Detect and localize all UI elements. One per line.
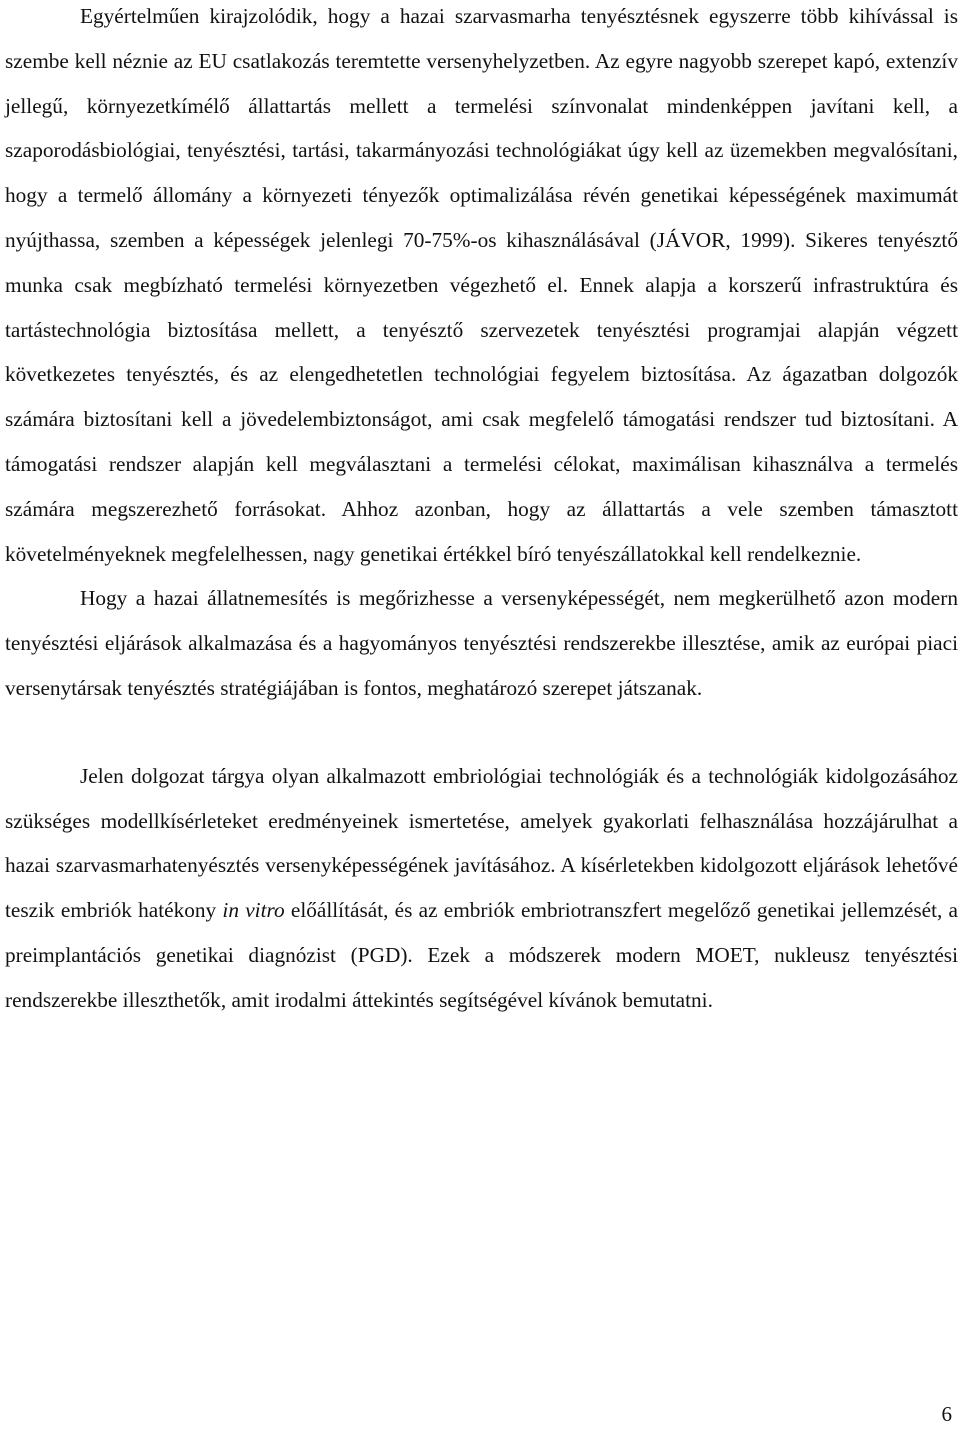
paragraph-text: Hogy a hazai állatnemesítés is megőrizhesse a versenyképességét, nem megkerülhető azon modern tenyésztési eljárások alkalmazása és a hagyományos tenyésztési rendszerekbe illesztése, amik az európai piaci versenytársak tenyésztés stratégiájában is fontos, meghatározó szerepet játszanak. [5, 586, 958, 700]
page-number: 6 [941, 1402, 952, 1426]
italic-term: in vitro [222, 898, 285, 923]
paragraph-eu-challenges [5, 0, 958, 576]
paragraph-modern-breeding [5, 576, 958, 710]
paragraph-text: Jelen dolgozat tárgya olyan alkalmazott embriológiai technológiák és a technológiák kidolgozásához szükséges modellkísérleteket eredményeinek ismertetése, amelyek gyakorlati felhasználása hozzájárulhat a hazai szarvasmarhatenyésztés versenyképességének javításához. A kísérletekben kidolgozott eljárások lehetővé teszik embriók hatékony [5, 763, 958, 923]
paragraph-text: előállítását, és az embriók embriotranszfert megelőző genetikai jellemzését, a preimplantációs genetikai diagnózist (PGD). Ezek a módszerek modern MOET, nukleusz tenyésztési rendszerekbe illeszthetők, amit irodalmi áttekintés segítségével kívánok bemutatni. [5, 898, 959, 1012]
paragraph-thesis-aim [5, 754, 958, 1023]
paragraph-text: Egyértelműen kirajzolódik, hogy a hazai szarvasmarha tenyésztésnek egyszerre több kihívással is szembe kell néznie az EU csatlakozás teremtette versenyhelyzetben. Az egyre nagyobb szerepet kapó, extenzív jellegű, környezetkímélő állattartás mellett a termelési színvonalat mindenképpen javítani kell, a szaporodásbiológiai, tenyésztési, tartási, takarmányozási technológiákat úgy kell az üzemekben megvalósítani, hogy a termelő állomány a környezeti tényezők optimalizálása révén genetikai képességének maximumát nyújthassa, szemben a képességek jelenlegi 70-75%-os kihasználásával (JÁVOR, 1999). Sikeres tenyésztő munka csak megbízható termelési környezetben végezhető el. Ennek alapja a korszerű infrastruktúra és tartástechnológia biztosítása mellett, a tenyésztő szervezetek tenyésztési programjai alapján végzett következetes tenyésztés, és az elengedhetetlen technológiai fegyelem biztosítása. Az ágazatban dolgozók számára biztosítani kell a jövedelembiztonságot, ami csak megfelelő támogatási rendszer tud biztosítani. A támogatási rendszer alapján kell megválasztani a termelési célokat, maximálisan kihasználva a termelés számára megszerezhető forrásokat. Ahhoz azonban, hogy az állattartás a vele szemben támasztott követelményeknek megfelelhessen, nagy genetikai értékkel bíró tenyészállatokkal kell rendelkeznie. [5, 4, 958, 566]
document-page [5, 0, 958, 1023]
